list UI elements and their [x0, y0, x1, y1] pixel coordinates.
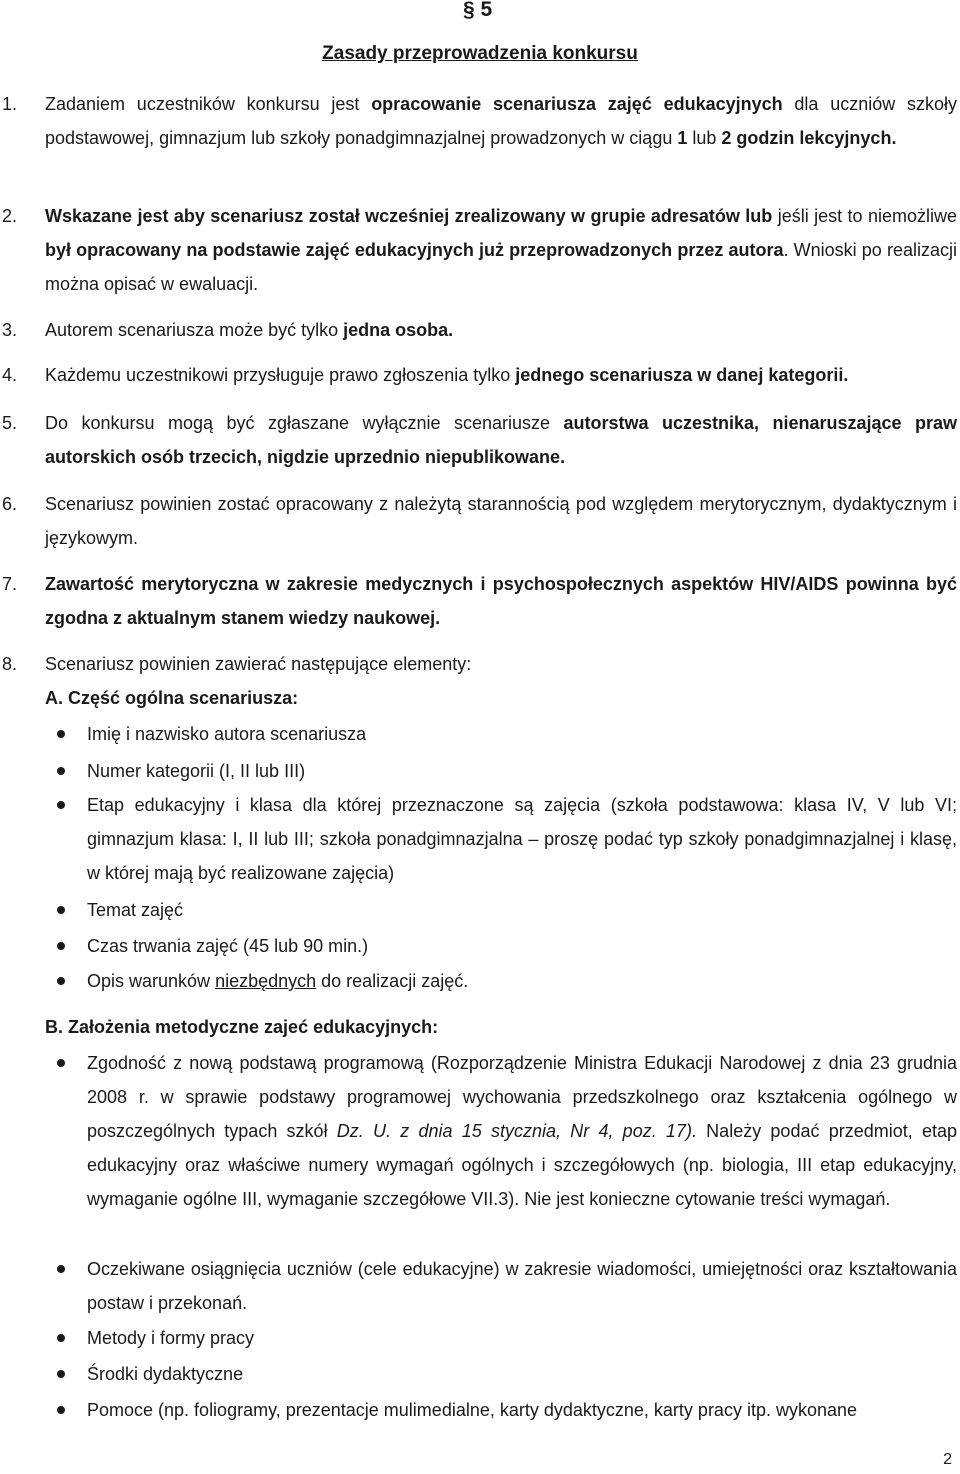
- item-number: 5.: [2, 413, 18, 433]
- rule-item-8: [0, 647, 960, 681]
- rule-item-7: [0, 567, 960, 635]
- rule-item-1: [0, 87, 960, 155]
- item-text: [45, 358, 957, 392]
- bullet-icon: [57, 1059, 65, 1067]
- text-run: Pomoce (np. foliogramy, prezentacje mulimedialne, karty dydaktyczne, karty pracy itp. wykonane: [87, 1400, 858, 1420]
- text-run: Scenariusz powinien zostać opracowany z należytą starannością pod względem merytorycznym, dydaktycznym i językowym.: [45, 494, 957, 548]
- list-item: [0, 717, 960, 751]
- bullet-icon: [57, 1334, 65, 1342]
- item-number: 2.: [2, 206, 18, 226]
- item-number: 1.: [2, 94, 18, 114]
- list-item-text: [87, 788, 957, 890]
- text-run: Czas trwania zajęć (45 lub 90 min.): [87, 936, 369, 956]
- bullet-icon: [57, 730, 65, 738]
- item-text: [45, 406, 957, 474]
- item-number: 8.: [2, 654, 18, 674]
- item-text: [45, 87, 957, 155]
- list-item: [0, 1046, 960, 1216]
- item-text: [45, 647, 957, 681]
- list-item: [0, 1252, 960, 1320]
- page-number: 2: [943, 1451, 952, 1468]
- item-text: [45, 313, 957, 347]
- section-b-heading: B. Założenia metodyczne zajeć edukacyjnych:: [45, 1017, 439, 1037]
- section-title: Zasady przeprowadzenia konkursu: [322, 43, 638, 64]
- item-text: [45, 487, 957, 555]
- bullet-icon: [57, 942, 65, 950]
- text-run: jednego scenariusza w danej kategorii.: [515, 365, 849, 385]
- rule-item-3: [0, 313, 960, 347]
- text-run: Do konkursu mogą być zgłaszane wyłącznie scenariusze: [45, 413, 564, 433]
- text-run: Metody i formy pracy: [87, 1328, 255, 1348]
- item-number: 7.: [2, 574, 18, 594]
- list-item: [0, 964, 960, 998]
- rule-item-4: [0, 358, 960, 392]
- text-run: jedna osoba.: [343, 320, 454, 340]
- text-run: Oczekiwane osiągnięcia uczniów (cele edukacyjne) w zakresie wiadomości, umiejętności oraz kształtowania postaw i przekonań.: [87, 1259, 957, 1313]
- bullet-icon: [57, 1265, 65, 1273]
- bullet-icon: [57, 906, 65, 914]
- list-item-text: [87, 717, 957, 751]
- text-run: Etap edukacyjny i klasa dla której przeznaczone są zajęcia (szkoła podstawowa: klasa IV, V lub VI; gimnazjum klasa: I, II lub III; szkoła ponadgimnazjalna – proszę podać typ szkoły ponadgimnazjalnej i klasę, w której mają być realizowane zajęcia): [87, 795, 957, 883]
- text-run: . Wnioski po realizacji można opisać w ewaluacji.: [45, 240, 957, 294]
- text-run: Opis warunków: [87, 971, 216, 991]
- text-run: 1: [677, 128, 688, 148]
- list-item-text: [87, 929, 957, 963]
- text-run: Numer kategorii (I, II lub III): [87, 761, 306, 781]
- bullet-icon: [57, 1370, 65, 1378]
- list-item: [0, 1393, 960, 1427]
- list-item: [0, 788, 960, 890]
- section-number: § 5: [463, 0, 493, 21]
- list-item-text: [87, 1046, 957, 1216]
- item-text: [45, 199, 957, 301]
- bullet-icon: [57, 977, 65, 985]
- item-number: 6.: [2, 494, 18, 514]
- text-run: 2 godzin lekcyjnych.: [721, 128, 897, 148]
- text-run: Środki dydaktyczne: [87, 1364, 244, 1384]
- list-item: [0, 893, 960, 927]
- section-a-heading: A. Część ogólna scenariusza:: [45, 688, 299, 708]
- text-run: do realizacji zajęć.: [316, 971, 469, 991]
- text-run: Należy podać przedmiot, etap edukacyjny oraz właściwe numery wymagań ogólnych i szczegółowych (np. biologia, III etap edukacyjny, wymaganie ogólne III, wymaganie szczegółowe VII.3). Nie jest konieczne cytowanie treści wymagań.: [87, 1121, 957, 1209]
- list-item-text: [87, 893, 957, 927]
- text-run: Temat zajęć: [87, 900, 184, 920]
- list-item-text: [87, 1357, 957, 1391]
- list-item: [0, 929, 960, 963]
- list-item-text: [87, 1393, 957, 1427]
- rule-item-5: [0, 406, 960, 474]
- rule-item-6: [0, 487, 960, 555]
- text-run: Zawartość merytoryczna w zakresie medycznych i psychospołecznych aspektów HIV/AIDS powinna być zgodna z aktualnym stanem wiedzy naukowej.: [45, 574, 957, 628]
- text-run: Zgodność z nową podstawą programową (Rozporządzenie Ministra Edukacji Narodowej z dnia 23 grudnia 2008 r. w sprawie podstawy programowej wychowania przedszkolnego oraz kształcenia ogólnego w poszczególnych typach szkół: [87, 1053, 957, 1141]
- list-item: [0, 1357, 960, 1391]
- text-run: Wskazane jest aby scenariusz został wcześniej zrealizowany w grupie adresatów lub: [45, 206, 773, 226]
- item-text: [45, 567, 957, 635]
- text-run: Autorem scenariusza może być tylko: [45, 320, 344, 340]
- text-run: Dz. U. z dnia 15 stycznia, Nr 4, poz. 17).: [336, 1121, 697, 1141]
- text-run: był opracowany na podstawie zajęć edukacyjnych już przeprowadzonych przez autora: [45, 240, 784, 260]
- item-number: 4.: [2, 365, 18, 385]
- list-item: [0, 1321, 960, 1355]
- bullet-icon: [57, 801, 65, 809]
- list-item-text: [87, 1252, 957, 1320]
- text-run: Każdemu uczestnikowi przysługuje prawo zgłoszenia tylko: [45, 365, 516, 385]
- rule-item-2: [0, 199, 960, 301]
- item-number: 3.: [2, 320, 18, 340]
- list-item-text: [87, 964, 957, 998]
- list-item-text: [87, 1321, 957, 1355]
- text-run: Imię i nazwisko autora scenariusza: [87, 724, 367, 744]
- text-run: Zadaniem uczestników konkursu jest: [45, 94, 372, 114]
- text-run: autorstwa uczestnika, nienaruszające praw autorskich osób trzecich, nigdzie uprzednio niepublikowane.: [45, 413, 957, 467]
- text-run: niezbędnych: [215, 971, 317, 991]
- text-run: opracowanie scenariusza zajęć edukacyjnych: [371, 94, 783, 114]
- list-item-text: [87, 754, 957, 788]
- text-run: dla uczniów szkoły podstawowej, gimnazjum lub szkoły ponadgimnazjalnej prowadzonych w ciągu: [45, 94, 957, 148]
- text-run: lub: [687, 128, 722, 148]
- text-run: Scenariusz powinien zawierać następujące elementy:: [45, 654, 472, 674]
- text-run: jeśli jest to niemożliwe: [772, 206, 957, 226]
- bullet-icon: [57, 1406, 65, 1414]
- bullet-icon: [57, 767, 65, 775]
- list-item: [0, 754, 960, 788]
